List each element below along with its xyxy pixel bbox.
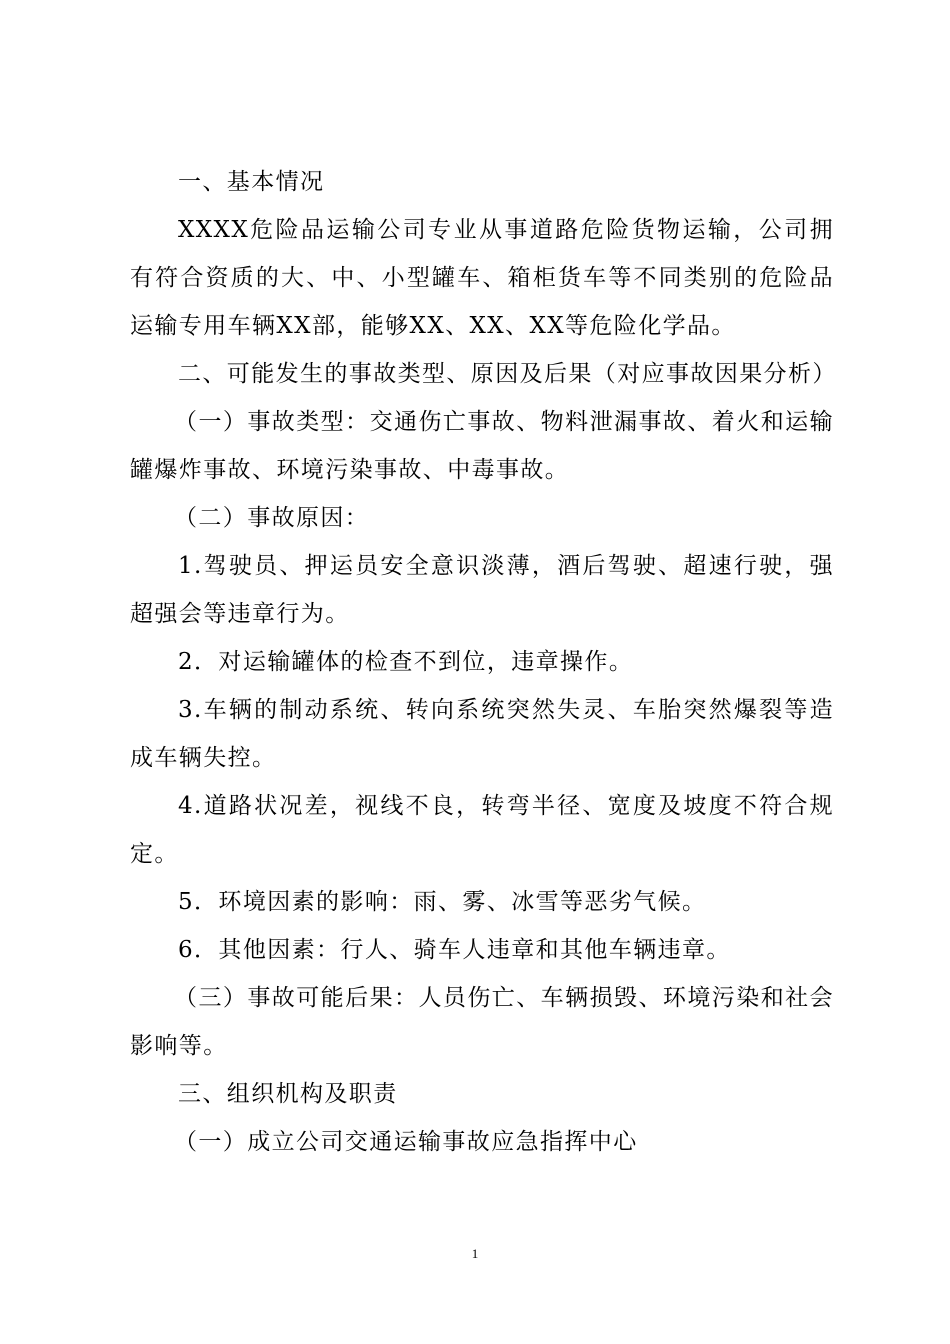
subheading-command-center: （一）成立公司交通运输事故应急指挥中心: [174, 1129, 638, 1155]
page-number: 1: [471, 1246, 479, 1261]
section-heading-basic-info: 一、基本情况: [178, 169, 325, 195]
section-heading-organization: 三、组织机构及职责: [178, 1081, 398, 1107]
subheading-accident-causes: （二）事故原因：: [174, 505, 370, 531]
list-item-cause-6: 6．其他因素：行人、骑车人违章和其他车辆违章。: [178, 937, 731, 963]
document-body: [130, 158, 837, 1166]
list-item-cause-4: 4.道路状况差，视线不良，转弯半径、宽度及坡度不符合规定。: [130, 793, 834, 867]
section-heading-accident-types: 二、可能发生的事故类型、原因及后果（对应事故因果分析）: [178, 361, 837, 387]
paragraph-company-overview: XXXX危险品运输公司专业从事道路危险货物运输，公司拥有符合资质的大、中、小型罐车、箱柜货车等不同类别的危险品运输专用车辆XX部，能够XX、XX、XX等危险化学品。: [130, 217, 834, 339]
list-item-cause-5: 5．环境因素的影响：雨、雾、冰雪等恶劣气候。: [178, 889, 707, 915]
paragraph-accident-consequences: （三）事故可能后果：人员伤亡、车辆损毁、环境污染和社会影响等。: [130, 985, 834, 1059]
list-item-cause-2: 2．对运输罐体的检查不到位，违章操作。: [178, 649, 634, 675]
list-item-cause-1: 1.驾驶员、押运员安全意识淡薄，酒后驾驶、超速行驶，强超强会等违章行为。: [130, 553, 834, 627]
paragraph-accident-types: （一）事故类型：交通伤亡事故、物料泄漏事故、着火和运输罐爆炸事故、环境污染事故、中毒事故。: [130, 409, 834, 483]
list-item-cause-3: 3.车辆的制动系统、转向系统突然失灵、车胎突然爆裂等造成车辆失控。: [130, 697, 834, 771]
